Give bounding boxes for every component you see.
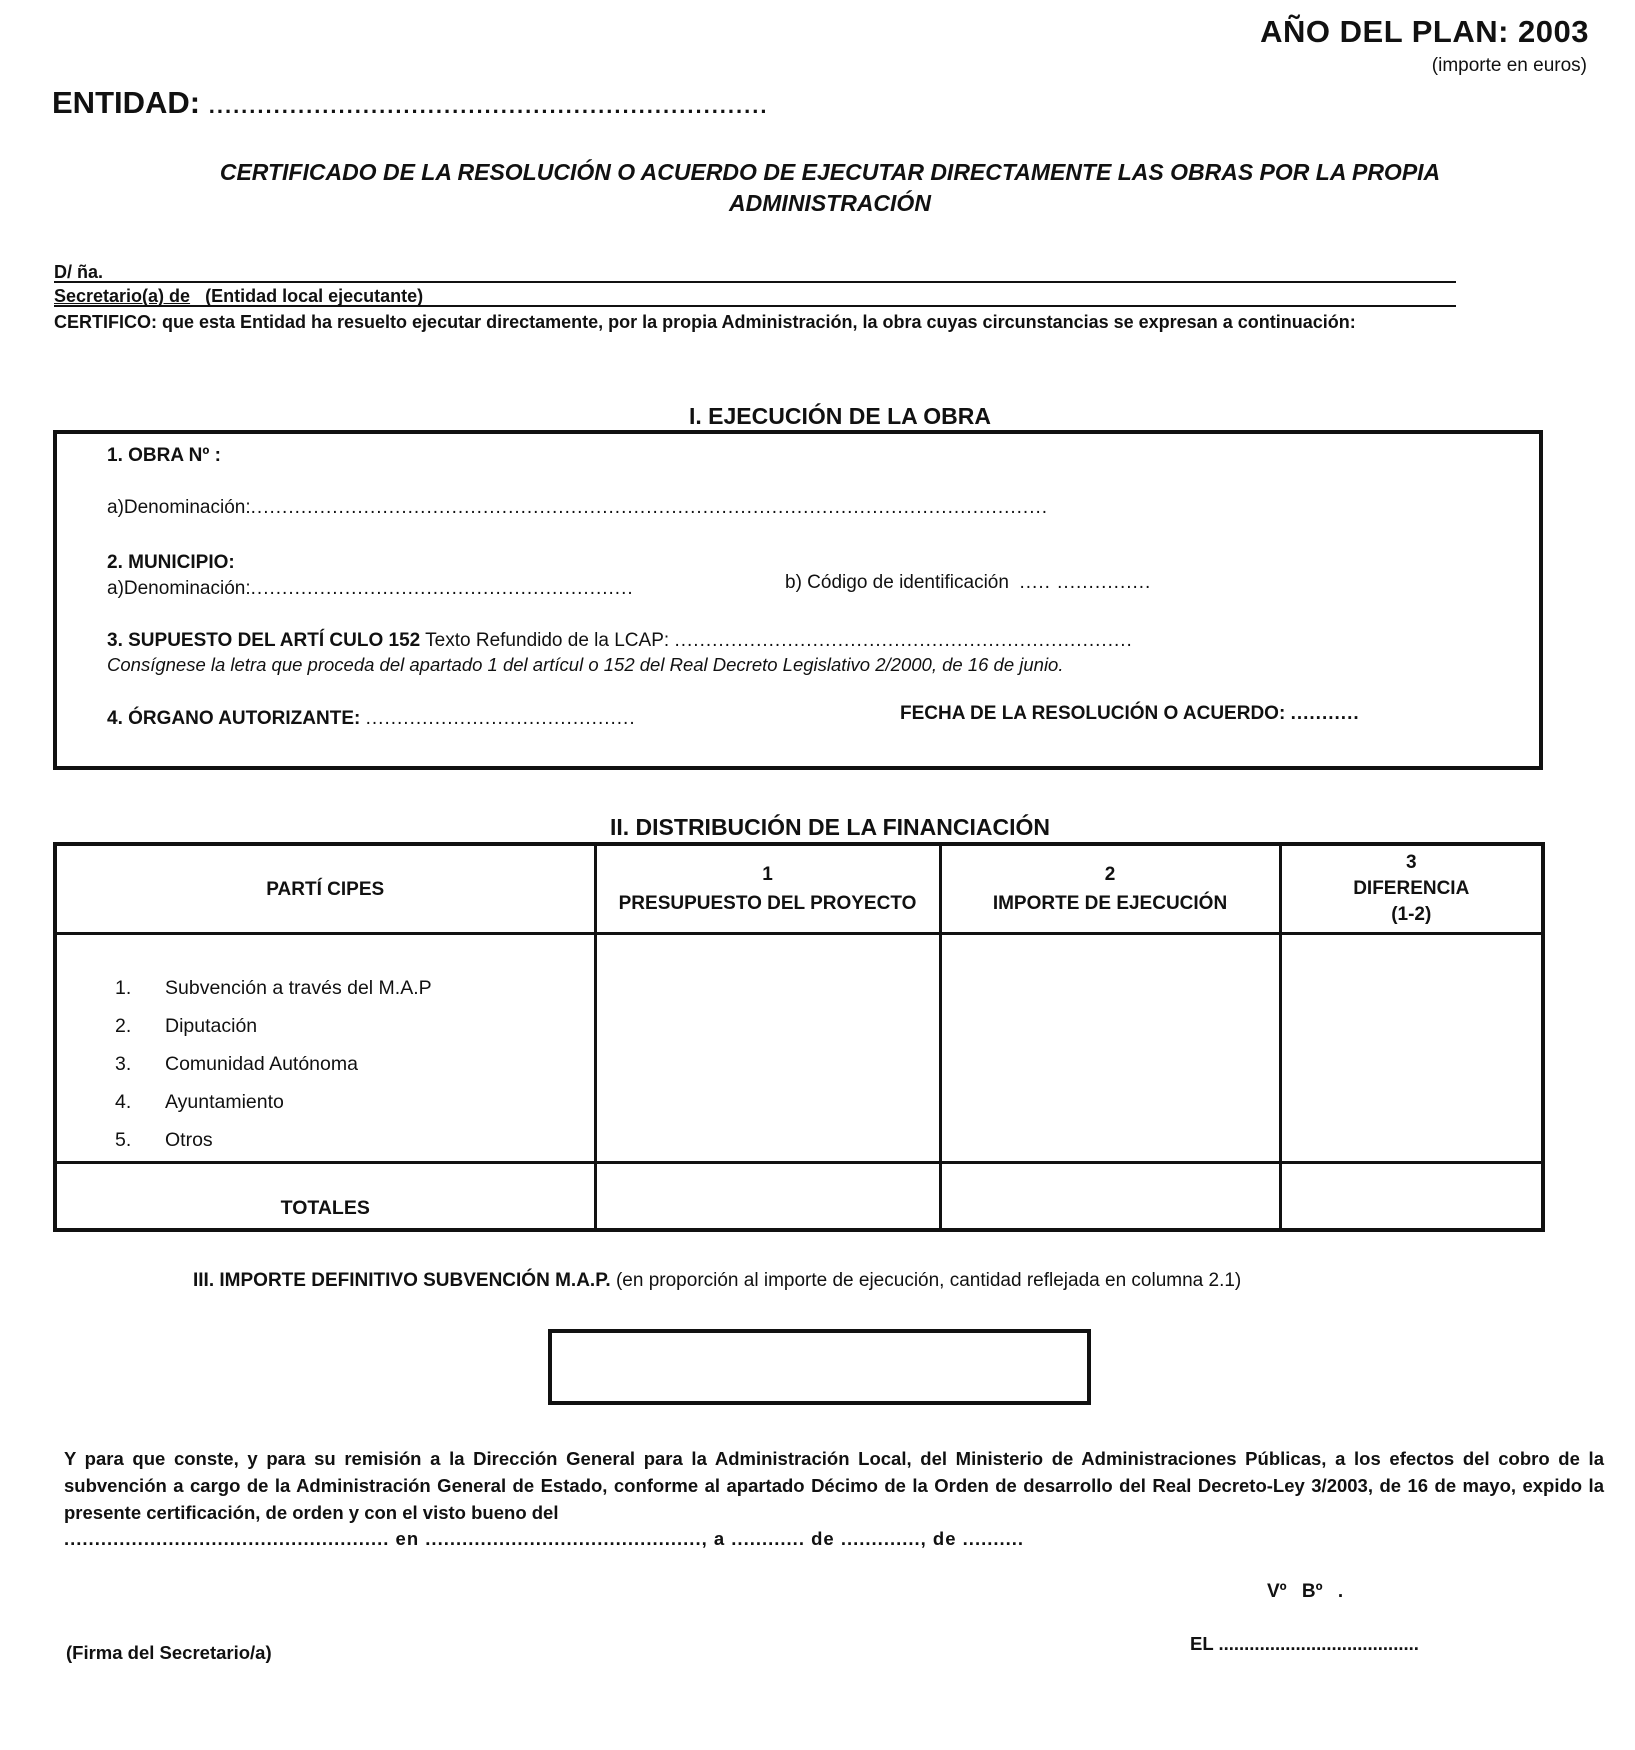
municipio-label: 2. MUNICIPIO: — [107, 552, 235, 573]
header-col-3-label: DIFERENCIA — [1353, 878, 1470, 899]
participant-label: Ayuntamiento — [165, 1091, 284, 1113]
header-col-2 — [940, 844, 1280, 934]
header-col-3 — [1280, 844, 1543, 934]
header-col-1-label: PRESUPUESTO DEL PROYECTO — [618, 893, 917, 914]
section-1-title: I. EJECUCIÓN DE LA OBRA — [688, 403, 991, 429]
header-participants — [55, 844, 595, 934]
participant-number: 5. — [115, 1129, 132, 1151]
obra-denomination-field[interactable] — [107, 497, 1048, 519]
plan-year-heading: AÑO DEL PLAN: 2003 — [1260, 14, 1589, 49]
participant-item — [115, 969, 594, 1007]
section-2-title: II. DISTRIBUCIÓN DE LA FINANCIACIÓN — [610, 814, 1050, 840]
supuesto-label: 3. SUPUESTO DEL ARTÍ CULO 152 — [107, 630, 421, 651]
certificate-title-line1: CERTIFICADO DE LA RESOLUCIÓN O ACUERDO DE EJECUTAR DIRECTAMENTE LAS OBRAS POR LA PROPIA — [219, 159, 1441, 185]
participant-label: Subvención a través del M.A.P — [165, 977, 432, 999]
totals-row — [55, 1163, 1543, 1231]
finance-header-row — [55, 844, 1543, 934]
participant-label: Diputación — [165, 1015, 258, 1037]
participant-item — [115, 1045, 594, 1083]
participant-label: Otros — [165, 1129, 213, 1151]
participant-list — [57, 935, 594, 1159]
total-execution-cell[interactable] — [940, 1163, 1280, 1231]
obra-denomination-dots: ............................................................................................................................... — [250, 497, 1049, 518]
participant-item — [115, 1121, 594, 1159]
participant-number: 2. — [115, 1015, 132, 1037]
secretary-hint: (Entidad local ejecutante) — [205, 286, 424, 306]
authority-signature-field[interactable]: EL ....................................... — [1190, 1633, 1419, 1654]
supuesto-rest: Texto Refundido de la LCAP: — [425, 630, 670, 651]
secretary-field[interactable] — [54, 286, 1456, 307]
section-3-note: (en proporción al importe de ejecución, cantidad reflejada en columna 2.1) — [615, 1270, 1242, 1291]
participant-number: 1. — [115, 977, 132, 999]
final-amount-box[interactable] — [548, 1329, 1091, 1405]
budget-cell[interactable] — [595, 934, 940, 1163]
fecha-dots: ........... — [1290, 703, 1360, 724]
section-3-heading — [193, 1270, 1241, 1292]
participant-label: Comunidad Autónoma — [165, 1053, 358, 1075]
municipio-code-label: b) Código de identificación — [785, 572, 1009, 593]
municipio-denomination-label: a)Denominación: — [107, 578, 251, 599]
participant-item — [115, 1007, 594, 1045]
entity-field[interactable] — [52, 85, 768, 121]
secretary-signature-label: (Firma del Secretario/a) — [66, 1642, 272, 1663]
organo-field[interactable] — [107, 708, 636, 730]
header-col-2-number: 2 — [1104, 864, 1116, 885]
participant-number: 4. — [115, 1091, 132, 1113]
supuesto-field[interactable] — [107, 630, 1133, 652]
organo-dots: ........................................... — [365, 708, 636, 729]
visto-bueno-label: Vº Bº . — [1267, 1581, 1344, 1602]
header-col-1 — [595, 844, 940, 934]
organo-label: 4. ÓRGANO AUTORIZANTE: — [107, 708, 361, 729]
currency-note: (importe en euros) — [1431, 55, 1587, 76]
header-col-3-number: 3 — [1405, 852, 1417, 873]
total-difference-cell[interactable] — [1280, 1163, 1543, 1231]
header-col-3-formula: (1-2) — [1391, 904, 1432, 925]
name-field[interactable] — [54, 262, 1456, 283]
header-col-1-number: 1 — [762, 864, 773, 885]
totals-label: TOTALES — [280, 1197, 370, 1219]
totals-label-cell — [55, 1163, 595, 1231]
header-col-2-label: IMPORTE DE EJECUCIÓN — [992, 893, 1228, 914]
participant-item — [115, 1083, 594, 1121]
fecha-field[interactable] — [900, 703, 1360, 725]
entity-dots: ..................................................................... — [208, 93, 769, 118]
participants-row — [55, 934, 1543, 1163]
header-participants-label: PARTÍ CIPES — [266, 878, 385, 900]
fecha-label: FECHA DE LA RESOLUCIÓN O ACUERDO: — [900, 703, 1286, 724]
obra-number-field[interactable]: 1. OBRA Nº : — [107, 445, 221, 466]
execution-amount-cell[interactable] — [940, 934, 1280, 1163]
participants-cell — [55, 934, 595, 1163]
entity-label: ENTIDAD: — [52, 85, 201, 120]
municipio-denomination-field[interactable] — [107, 578, 634, 600]
municipio-code-field[interactable] — [785, 572, 1151, 594]
certificate-title-line2: ADMINISTRACIÓN — [729, 190, 931, 216]
supuesto-dots: ......................................................................... — [674, 630, 1133, 651]
total-budget-cell[interactable] — [595, 1163, 940, 1231]
municipio-denomination-dots: ............................................................. — [250, 578, 634, 599]
name-label: D/ ña. — [54, 262, 104, 282]
section-3-title: III. IMPORTE DEFINITIVO SUBVENCIÓN M.A.P. — [193, 1270, 611, 1291]
obra-denomination-label: a)Denominación: — [107, 497, 251, 518]
difference-cell[interactable] — [1280, 934, 1543, 1163]
certify-statement: CERTIFICO: que esta Entidad ha resuelto ejecutar directamente, por la propia Administración, la obra cuyas circunstancias se expresan a continuación: — [54, 312, 1356, 332]
finance-table — [53, 842, 1545, 1232]
participant-number: 3. — [115, 1053, 132, 1075]
municipio-code-dots: ..... ............... — [1019, 572, 1152, 593]
supuesto-note: Consígnese la letra que proceda del apartado 1 del artícul o 152 del Real Decreto Legislativo 2/2000, de 16 de junio. — [107, 654, 1064, 675]
closing-place-date-field[interactable]: ..................................................... en ............................................., a ............ de ............., de .......... — [64, 1528, 1025, 1549]
certificate-title — [120, 157, 1540, 219]
secretary-label: Secretario(a) de — [54, 286, 191, 306]
closing-statement: Y para que conste, y para su remisión a la Dirección General para la Administración Local, del Ministerio de Administraciones Públicas, a los efectos del cobro de la subvención a cargo de la Administración General de Estado, conforme al apartado Décimo de la Orden de desarrollo del Real Decreto-Ley 3/2003, de 16 de mayo, expido la presente certificación, de orden y con el visto bueno del — [64, 1448, 1604, 1523]
